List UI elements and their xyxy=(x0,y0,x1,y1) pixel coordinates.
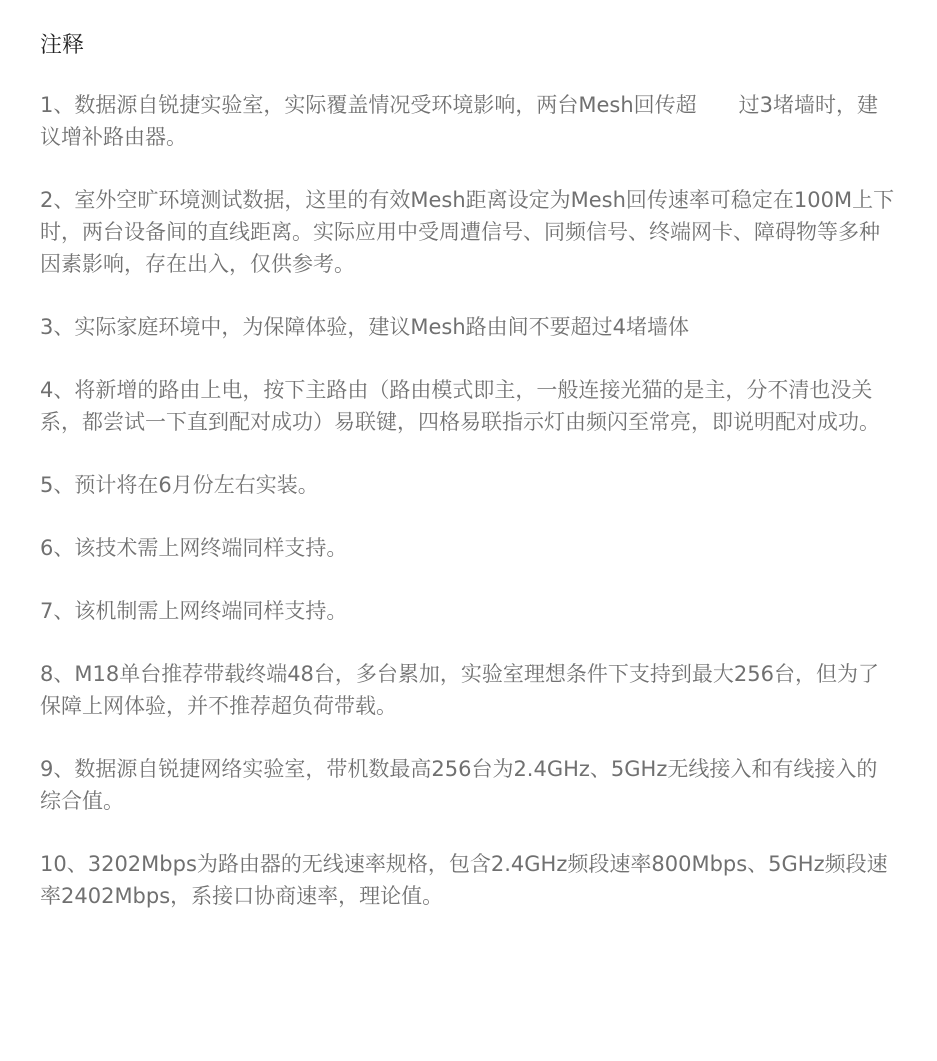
note-item: 5、预计将在6月份左右实装。 xyxy=(40,473,319,497)
note-item: 6、该技术需上网终端同样支持。 xyxy=(40,536,348,560)
note-item: 7、该机制需上网终端同样支持。 xyxy=(40,599,348,623)
note-item: 10、3202Mbps为路由器的无线速率规格，包含2.4GHz频段速率800Mbps、5GHz频段速率2402Mbps，系接口协商速率，理论值。 xyxy=(40,852,888,908)
note-item: 3、实际家庭环境中，为保障体验，建议Mesh路由间不要超过4堵墙体 xyxy=(40,315,690,339)
note-item: 4、将新增的路由上电，按下主路由（路由模式即主，一般连接光猫的是主，分不清也没关系，都尝试一下直到配对成功）易联键，四格易联指示灯由频闪至常亮，即说明配对成功。 xyxy=(40,378,880,434)
note-item: 2、室外空旷环境测试数据，这里的有效Mesh距离设定为Mesh回传速率可稳定在100M上下时，两台设备间的直线距离。实际应用中受周遭信号、同频信号、终端网卡、障碍物等多种因素影响，存在出入，仅供参考。 xyxy=(40,188,895,276)
note-item: 8、M18单台推荐带载终端48台，多台累加，实验室理想条件下支持到最大256台，但为了保障上网体验，并不推荐超负荷带载。 xyxy=(40,662,880,718)
notes-list xyxy=(40,89,897,912)
note-item: 1、数据源自锐捷实验室，实际覆盖情况受环境影响，两台Mesh回传超 过3堵墙时，建议增补路由器。 xyxy=(40,93,879,149)
note-item: 9、数据源自锐捷网络实验室，带机数最高256台为2.4GHz、5GHz无线接入和有线接入的综合值。 xyxy=(40,757,878,813)
notes-title: 注释 xyxy=(40,33,85,58)
